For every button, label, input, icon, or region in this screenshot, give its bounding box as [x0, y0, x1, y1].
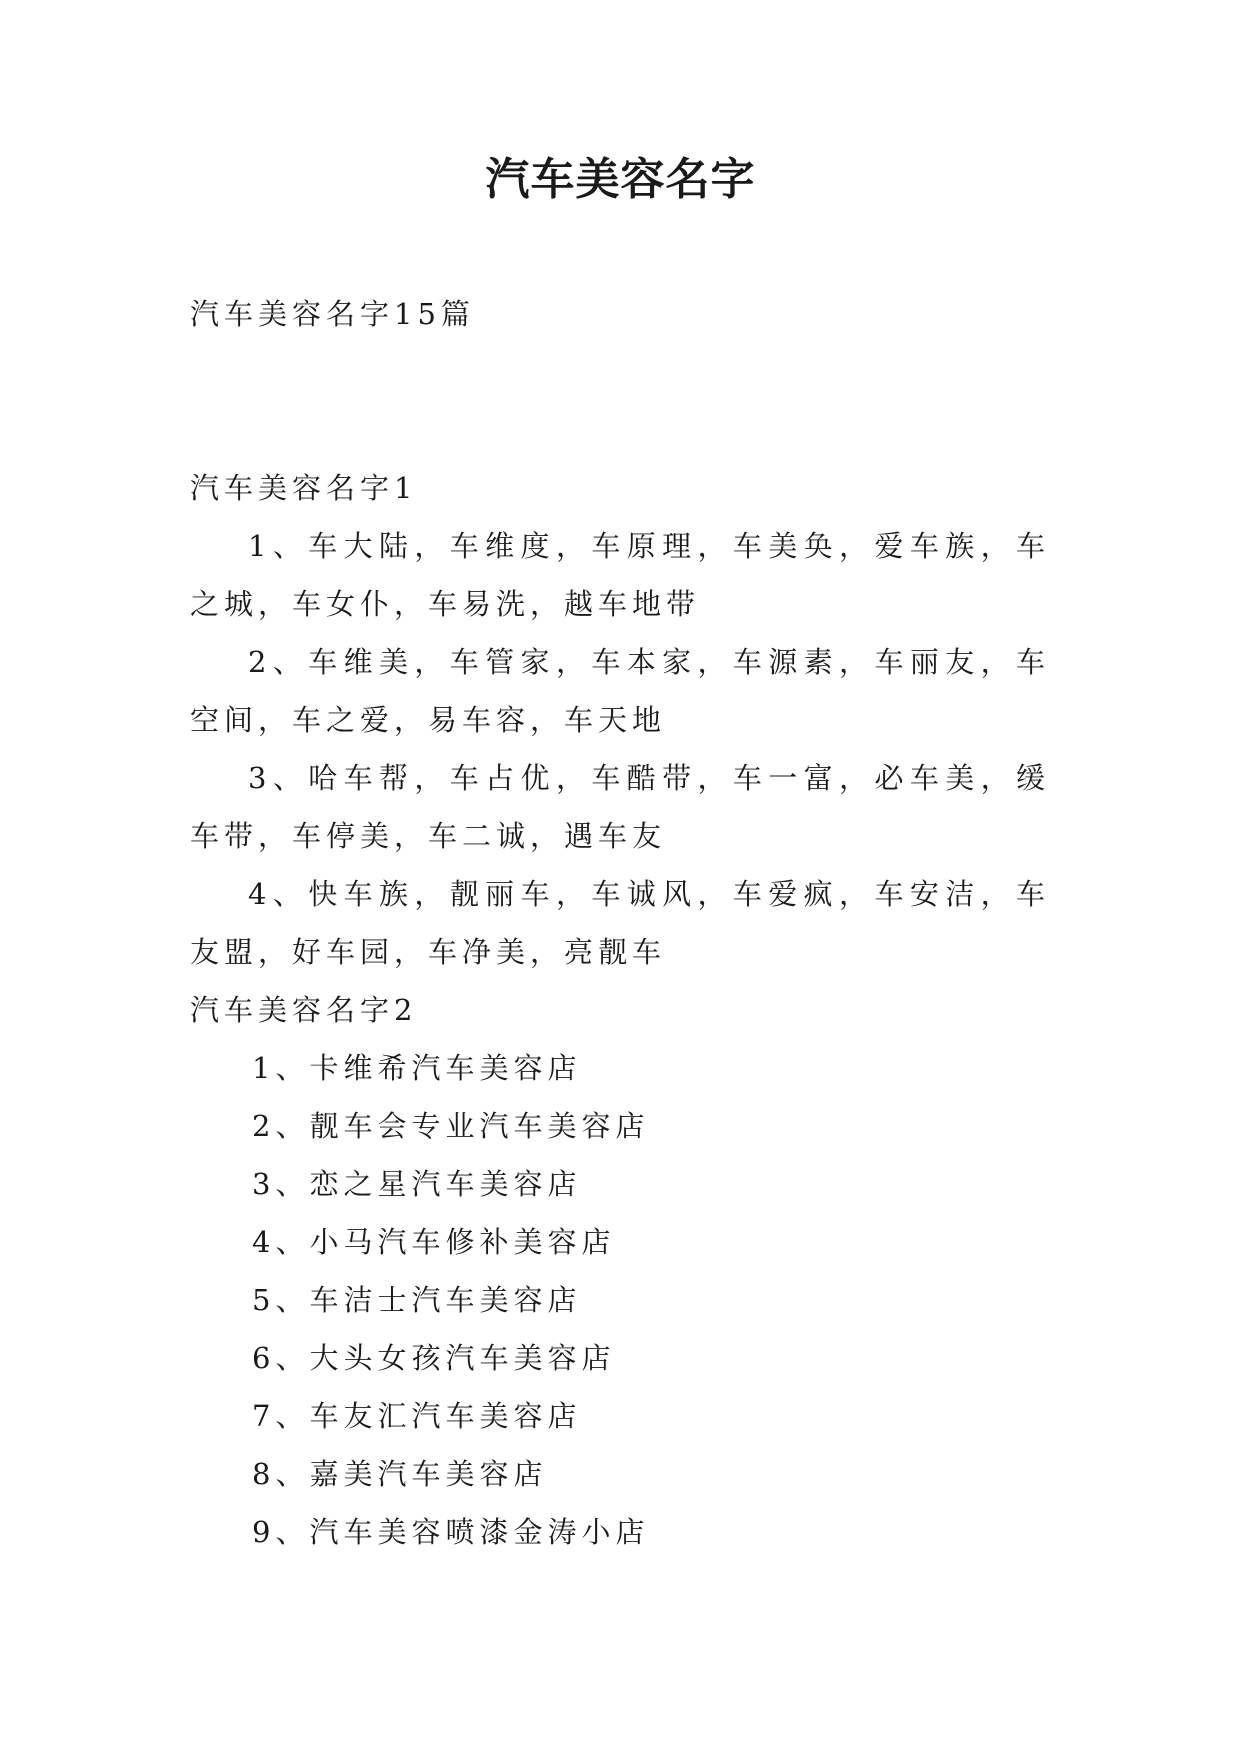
shop-name-item: 3、恋之星汽车美容店 — [252, 1167, 582, 1201]
shop-name-item: 7、车友汇汽车美容店 — [252, 1399, 582, 1433]
shop-name-item: 1、卡维希汽车美容店 — [252, 1051, 582, 1085]
section-heading: 汽车美容名字2 — [190, 993, 418, 1027]
shop-name-item: 8、嘉美汽车美容店 — [252, 1457, 548, 1491]
blank-space — [190, 343, 1050, 459]
name-list-paragraph: 4、快车族，靓丽车，车诚风，车爱疯，车安洁，车友盟，好车园，车净美，亮靓车 — [190, 877, 1050, 969]
document-body — [190, 285, 1050, 1561]
name-list-paragraph: 2、车维美，车管家，车本家，车源素，车丽友，车空间，车之爱，易车容，车天地 — [190, 645, 1050, 737]
document-title: 汽车美容名字 — [485, 154, 756, 205]
shop-name-item: 9、汽车美容喷漆金涛小店 — [252, 1515, 650, 1549]
name-list-paragraph: 1、车大陆，车维度，车原理，车美奂，爱车族，车之城，车女仆，车易洗，越车地带 — [190, 529, 1050, 621]
shop-name-item: 6、大头女孩汽车美容店 — [252, 1341, 616, 1375]
shop-name-item: 2、靓车会专业汽车美容店 — [252, 1109, 650, 1143]
name-list-paragraph: 3、哈车帮，车占优，车酷带，车一富，必车美，缓车带，车停美，车二诚，遇车友 — [190, 761, 1050, 853]
document-subtitle: 汽车美容名字15篇 — [190, 297, 475, 331]
shop-name-item: 4、小马汽车修补美容店 — [252, 1225, 616, 1259]
shop-name-item: 5、车洁士汽车美容店 — [252, 1283, 582, 1317]
section-heading: 汽车美容名字1 — [190, 471, 418, 505]
